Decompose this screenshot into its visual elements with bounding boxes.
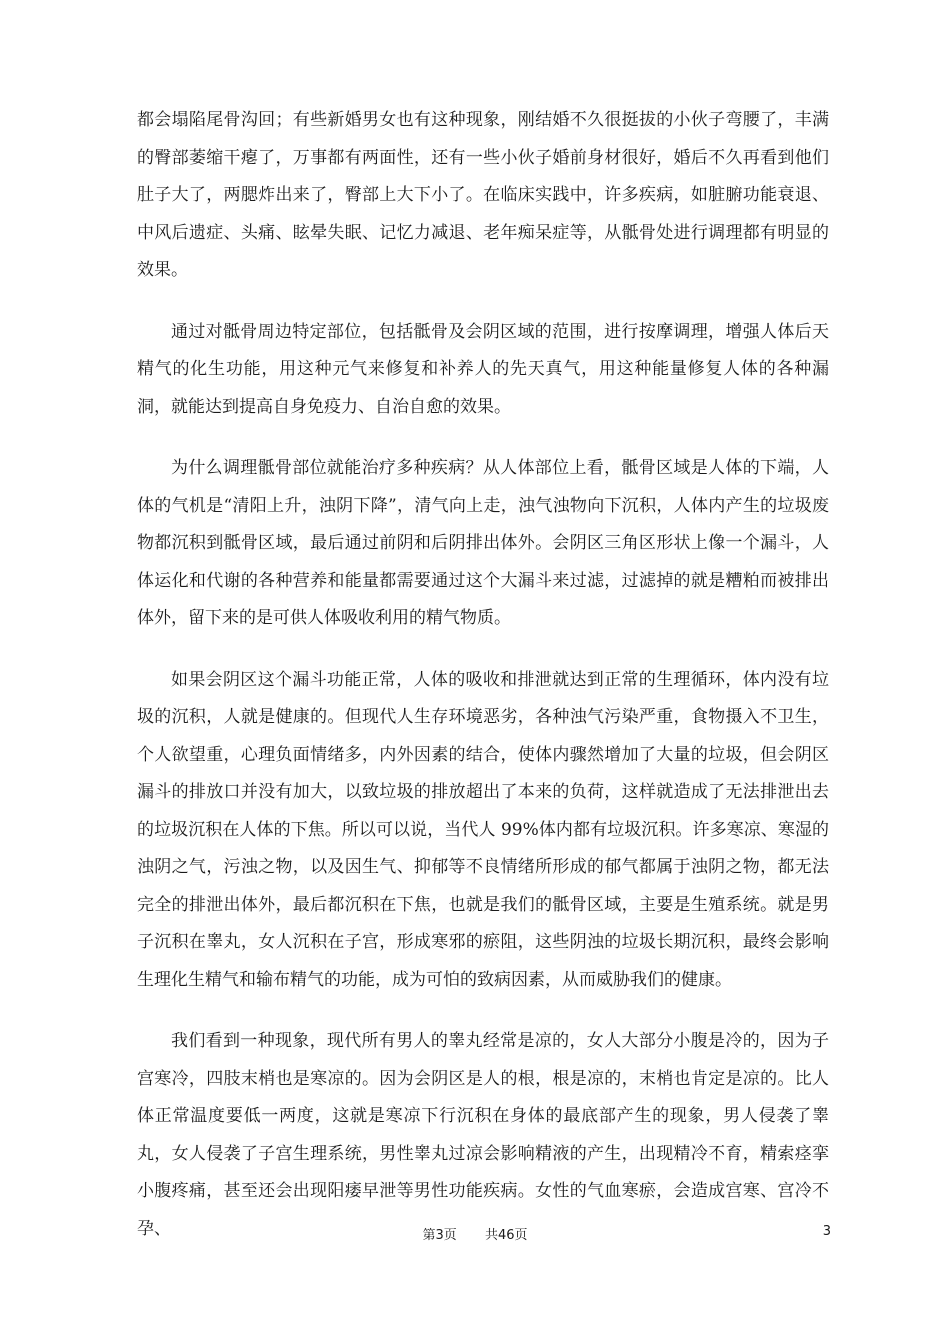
current-page-label: 第3页 [422,1228,457,1243]
paragraph-1: 都会塌陷尾骨沟回；有些新婚男女也有这种现象，刚结婚不久很挺拔的小伙子弯腰了，丰满的臀部萎缩干瘪了，万事都有两面性，还有一些小伙子婚前身材很好，婚后不久再看到他们肚子大了，两腮炸出来了，臀部上大下小了。在临床实践中，许多疾病，如脏腑功能衰退、中风后遗症、头痛、眩晕失眠、记忆力减退、老年痴呆症等，从骶骨处进行调理都有明显的效果。 [137,110,829,280]
paragraph-4: 如果会阴区这个漏斗功能正常，人体的吸收和排泄就达到正常的生理循环，体内没有垃圾的沉积，人就是健康的。但现代人生存环境恶劣，各种浊气污染严重，食物摄入不卫生，个人欲望重，心理负面情绪多，内外因素的结合，使体内骤然增加了大量的垃圾，但会阴区漏斗的排放口并没有加大，以致垃圾的排放超出了本来的负荷，这样就造成了无法排泄出去的垃圾沉积在人体的下焦。所以可以说，当代人 99%体内都有垃圾沉积。许多寒凉、寒湿的浊阴之气，污浊之物，以及因生气、抑郁等不良情绪所形成的郁气都属于浊阴之物，都无法完全的排泄出体外，最后都沉积在下焦，也就是我们的骶骨区域，主要是生殖系统。就是男子沉积在睾丸，女人沉积在子宫，形成寒邪的瘀阻，这些阴浊的垃圾长期沉积，最终会影响生理化生精气和输布精气的功能，成为可怕的致病因素，从而威胁我们的健康。 [137,669,829,990]
total-pages-label: 共46页 [484,1228,528,1243]
page-footer [0,1224,950,1243]
paragraph-5: 我们看到一种现象，现代所有男人的睾丸经常是凉的，女人大部分小腹是冷的，因为子宫寒冷，四肢末梢也是寒凉的。因为会阴区是人的根，根是凉的，末梢也肯定是凉的。比人体正常温度要低一两度，这就是寒凉下行沉积在身体的最底部产生的现象，男人侵袭了睾丸，女人侵袭了子宫生理系统，男性睾丸过凉会影响精液的产生，出现精冷不育，精索痉挛小腹疼痛，甚至还会出现阳痿早泄等男性功能疾病。女性的气血寒瘀，会造成宫寒、宫冷不孕、 [137,1031,829,1239]
paragraph-2: 通过对骶骨周边特定部位，包括骶骨及会阴区域的范围，进行按摩调理，增强人体后天精气的化生功能，用这种元气来修复和补养人的先天真气，用这种能量修复人体的各种漏洞，就能达到提高自身免疫力、自治自愈的效果。 [137,321,829,417]
paragraph-3: 为什么调理骶骨部位就能治疗多种疾病？从人体部位上看，骶骨区域是人体的下端，人体的气机是“清阳上升，浊阴下降”，清气向上走，浊气浊物向下沉积，人体内产生的垃圾废物都沉积到骶骨区域，最后通过前阴和后阴排出体外。会阴区三角区形状上像一个漏斗，人体运化和代谢的各种营养和能量都需要通过这个大漏斗来过滤，过滤掉的就是糟粕而被排出体外，留下来的是可供人体吸收利用的精气物质。 [137,458,829,628]
page-body [137,102,829,1272]
page-number: 3 [822,1224,831,1239]
